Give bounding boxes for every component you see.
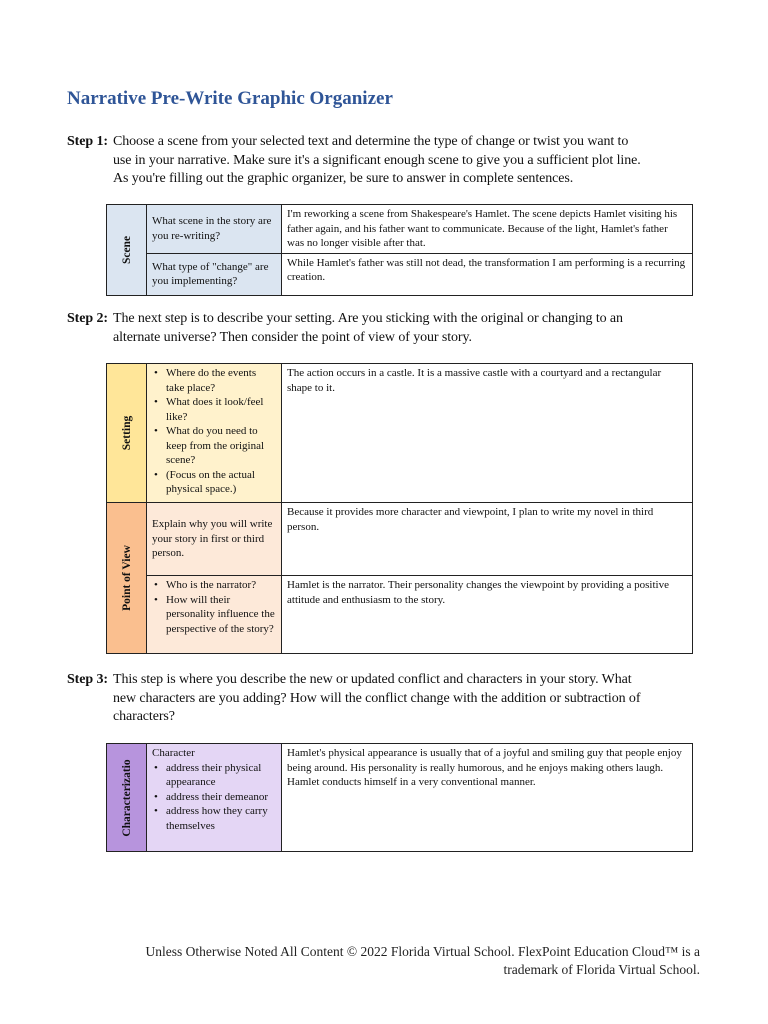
narrator-bullet-2: • How will their personality influence the perspective of the story?	[166, 593, 276, 637]
step-2-label: Step 2:	[67, 311, 108, 326]
pov-prompt: Explain why you will write your story in first or third person.	[147, 503, 282, 576]
step-2-text-line1: The next step is to describe your setting. Are you sticking with the original or changing to an	[113, 311, 623, 326]
scene-side-label: Scene	[107, 205, 147, 296]
step-3-instructions	[67, 671, 707, 727]
character-bullet-1: • address their physical appearance	[166, 761, 276, 790]
setting-bullet-3: • What do you need to keep from the original scene?	[166, 424, 276, 468]
step-3-label: Step 3:	[67, 672, 108, 687]
scene-prompt-rewriting: What scene in the story are you re-writing?	[147, 205, 282, 254]
character-heading: Character	[152, 747, 195, 759]
step-1-label: Step 1:	[67, 134, 108, 149]
footer-line2: trademark of Florida Virtual School.	[503, 962, 700, 977]
setting-bullet-1: • Where do the events take place?	[166, 366, 276, 395]
setting-side-label: Setting	[107, 364, 147, 503]
scene-answer-rewriting[interactable]: I'm reworking a scene from Shakespeare's Hamlet. The scene depicts Hamlet visiting his father again, and his father want to communicate. Because of the light, Hamlet's father was no longer visible after that.	[282, 205, 693, 254]
step-1-text-line2: use in your narrative. Make sure it's a significant enough scene to give you a sufficient plot line.	[113, 152, 641, 168]
scene-prompt-change: What type of "change" are you implementing?	[147, 253, 282, 295]
step-3-text-line3: characters?	[113, 709, 175, 724]
characterization-table	[106, 743, 693, 852]
step-1-text-line1: Choose a scene from your selected text and determine the type of change or twist you want to	[113, 134, 629, 149]
setting-bullet-2: • What does it look/feel like?	[166, 395, 276, 424]
step-3-text-line2: new characters are you adding? How will the conflict change with the addition or subtraction of	[113, 690, 641, 706]
character-bullet-2: • address their demeanor	[166, 790, 276, 805]
step-2-instructions	[67, 310, 707, 347]
step-3-text-line1: This step is where you describe the new or updated conflict and characters in your story. What	[113, 672, 632, 687]
setting-bullet-4: • (Focus on the actual physical space.)	[166, 468, 276, 497]
step-2-text-line2: alternate universe? Then consider the point of view of your story.	[113, 329, 472, 345]
setting-prompts	[147, 364, 282, 503]
pov-answer[interactable]: Because it provides more character and viewpoint, I plan to write my novel in third person.	[282, 503, 693, 576]
setting-answer[interactable]: The action occurs in a castle. It is a massive castle with a courtyard and a rectangular shape to it.	[282, 364, 693, 503]
step-1-text-line3: As you're filling out the graphic organizer, be sure to answer in complete sentences.	[113, 171, 574, 186]
character-bullet-3: • address how they carry themselves	[166, 804, 276, 833]
characterization-side-label: Characterizatio	[107, 744, 147, 852]
narrator-bullet-1: • Who is the narrator?	[166, 578, 276, 593]
narrator-answer[interactable]: Hamlet is the narrator. Their personality changes the viewpoint by providing a positive attitude and enthusiasm to the story.	[282, 576, 693, 654]
character-answer[interactable]: Hamlet's physical appearance is usually that of a joyful and smiling guy that people enjoy being around. His personality is really humorous, and he enjoys making others laugh. Hamlet conducts himself in a very conventional manner.	[282, 744, 693, 852]
page-title: Narrative Pre-Write Graphic Organizer	[67, 88, 393, 109]
setting-pov-table	[106, 363, 693, 654]
footer-line1: Unless Otherwise Noted All Content © 2022 Florida Virtual School. FlexPoint Education Cloud™ is a	[145, 944, 700, 959]
scene-answer-change[interactable]: While Hamlet's father was still not dead, the transformation I am performing is a recurring creation.	[282, 253, 693, 295]
pov-side-label: Point of View	[107, 503, 147, 654]
copyright-footer	[60, 943, 700, 979]
character-prompts	[147, 744, 282, 852]
narrator-prompts	[147, 576, 282, 654]
step-1-instructions	[67, 133, 707, 189]
scene-table	[106, 204, 693, 296]
